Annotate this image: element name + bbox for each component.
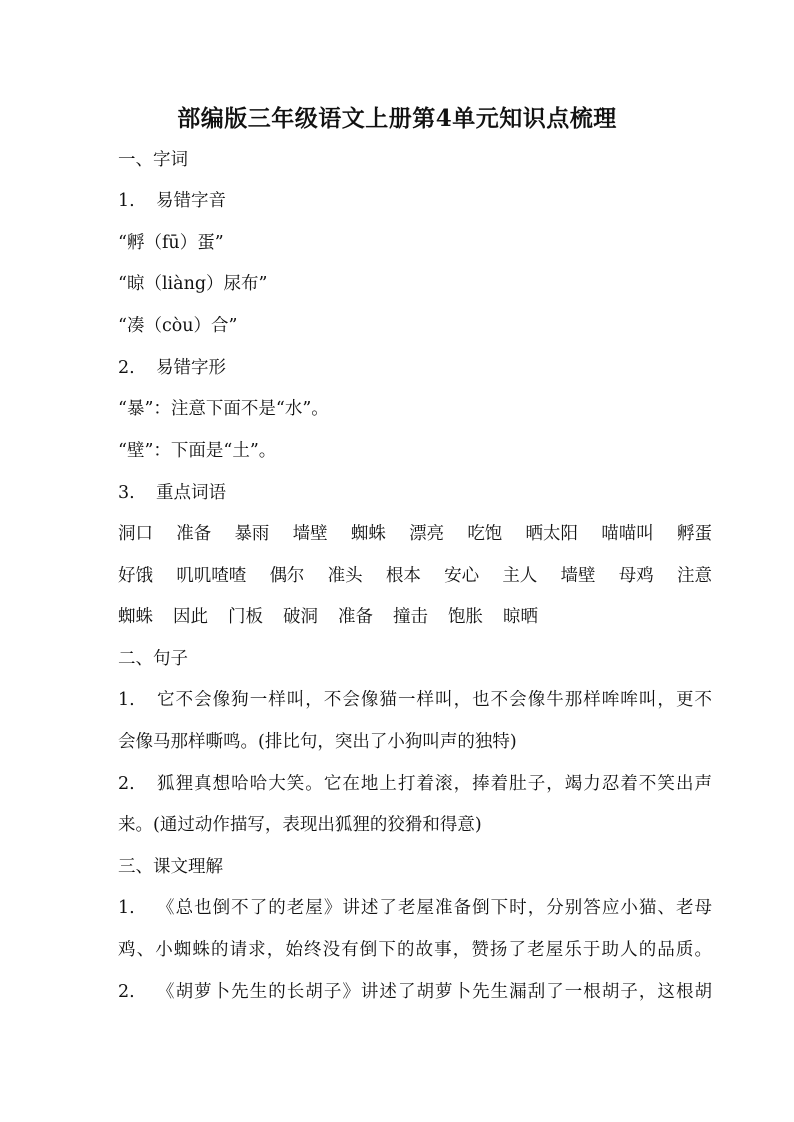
sentence-1-line-1 <box>118 688 712 712</box>
word: 暴雨 <box>234 524 270 544</box>
word: 喵喵叫 <box>601 524 654 544</box>
shape-item: “壁”：下面是“土”。 <box>118 441 277 461</box>
word: 准备 <box>338 607 373 627</box>
subheading-shape <box>118 356 226 380</box>
item-number: 1. <box>118 898 135 918</box>
page-title: 部编版三年级语文上册第4单元知识点梳理 <box>177 105 617 132</box>
word: 安心 <box>444 566 480 586</box>
word: 墙壁 <box>292 524 328 544</box>
word: 好饿 <box>118 566 153 586</box>
subheading-key-words <box>118 481 226 505</box>
word: 洞口 <box>118 524 153 544</box>
word: 蜘蛛 <box>350 524 386 544</box>
word: 注意 <box>676 566 712 586</box>
word: 吃饱 <box>467 524 503 544</box>
word: 准备 <box>176 524 212 544</box>
sentence-2-line-2: 来。(通过动作描写，表现出狐狸的狡猾和得意) <box>118 815 482 835</box>
word: 母鸡 <box>618 566 654 586</box>
section-heading-sentences: 二、句子 <box>118 649 188 669</box>
sentence-1-line-2: 会像马那样嘶鸣。(排比句，突出了小狗叫声的独特) <box>118 732 517 752</box>
sentence-text: 狐狸真想哈哈大笑。它在地上打着滚，捧着肚子，竭力忍着不笑出声 <box>156 774 712 794</box>
word: 根本 <box>385 566 421 586</box>
section-heading-words: 一、字词 <box>118 150 188 170</box>
word: 漂亮 <box>409 524 445 544</box>
item-number: 2. <box>118 358 135 378</box>
word: 叽叽喳喳 <box>176 566 247 586</box>
pron-item: “孵（fū）蛋” <box>118 233 224 253</box>
item-number: 3. <box>118 483 135 503</box>
word: 蜘蛛 <box>118 607 153 627</box>
item-number: 2. <box>118 982 135 1002</box>
word: 饱胀 <box>448 607 483 627</box>
item-number: 1. <box>118 191 135 211</box>
comprehension-text: 《总也倒不了的老屋》讲述了老屋准备倒下时，分别答应小猫、老母 <box>156 898 712 918</box>
word: 晒太阳 <box>525 524 579 544</box>
word-row-1 <box>118 522 712 546</box>
word: 主人 <box>502 566 538 586</box>
comprehension-1-line-2: 鸡、小蜘蛛的请求，始终没有倒下的故事，赞扬了老屋乐于助人的品质。 <box>118 940 712 960</box>
item-number: 2. <box>118 774 135 794</box>
word: 门板 <box>228 607 263 627</box>
word: 晾晒 <box>503 607 538 627</box>
sentence-text: 它不会像狗一样叫，不会像猫一样叫，也不会像牛那样哞哞叫，更不 <box>156 690 712 710</box>
subheading-text: 易错字形 <box>156 358 226 378</box>
shape-item: “暴”：注意下面不是“水”。 <box>118 399 329 419</box>
word: 撞击 <box>393 607 428 627</box>
pron-item: “晾（liàng）尿布” <box>118 274 268 294</box>
word: 破洞 <box>283 607 318 627</box>
subheading-text: 易错字音 <box>156 191 226 211</box>
word: 准头 <box>327 566 363 586</box>
item-number: 1. <box>118 690 135 710</box>
word-row-3 <box>118 605 712 629</box>
word: 墙壁 <box>560 566 596 586</box>
comprehension-text: 《胡萝卜先生的长胡子》讲述了胡萝卜先生漏刮了一根胡子，这根胡 <box>156 982 712 1002</box>
word: 因此 <box>173 607 208 627</box>
pron-item: “凑（còu）合” <box>118 316 238 336</box>
word: 偶尔 <box>269 566 305 586</box>
sentence-2-line-1 <box>118 772 712 796</box>
word: 孵蛋 <box>676 524 712 544</box>
subheading-pronunciation <box>118 189 226 213</box>
word-row-2 <box>118 564 712 588</box>
subheading-text: 重点词语 <box>156 483 226 503</box>
comprehension-1-line-1 <box>118 896 712 920</box>
comprehension-2-line-1 <box>118 980 712 1004</box>
section-heading-comprehension: 三、课文理解 <box>118 857 223 877</box>
